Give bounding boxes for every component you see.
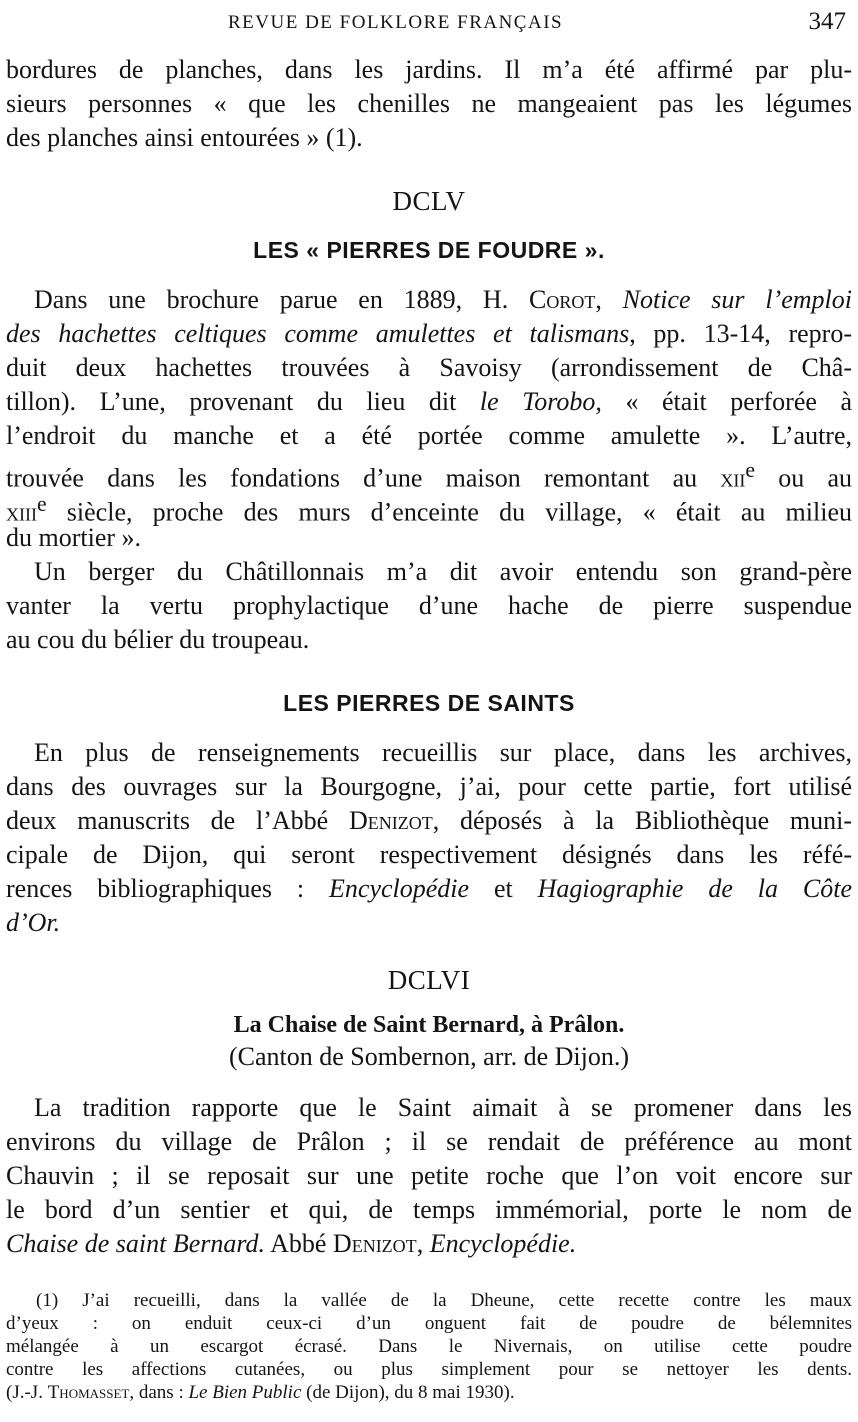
footnote-line: contre les affections cutanées, ou plus simplement pour se nettoyer les dents. xyxy=(6,1359,852,1380)
paragraph-line: Chaise de saint Bernard. Abbé Denizot, Encyclopédie. xyxy=(6,1229,577,1258)
paragraph-line: vanter la vertu prophylactique d’une hache de pierre suspendue xyxy=(6,591,852,620)
paragraph-line: Dans une brochure parue en 1889, H. Corot, Notice sur l’emploi xyxy=(34,285,852,314)
book-title: Notice sur l’emploi xyxy=(622,285,852,314)
paragraph-line: cipale de Dijon, qui seront respectivement désignés dans les réfé- xyxy=(6,840,852,869)
section-title-pierres-de-foudre: LES « PIERRES DE FOUDRE ». xyxy=(253,237,605,263)
manuscript-title: Encyclopédie xyxy=(329,874,470,903)
intro-line-1: bordures de planches, dans les jardins. Il m’a été affirmé par plu- xyxy=(6,55,852,84)
paragraph-line: l’endroit du manche et a été portée comme amulette ». L’autre, xyxy=(6,421,852,450)
footnote-line: mélangée à un escargot écrasé. Dans le Nivernais, on utilise cette poudre xyxy=(6,1336,852,1357)
section-title-pierres-de-saints: LES PIERRES DE SAINTS xyxy=(283,690,575,716)
section-number-dclv: DCLV xyxy=(392,186,466,216)
paragraph-line: En plus de renseignements recueillis sur place, dans les archives, xyxy=(34,738,852,767)
author-name: Corot xyxy=(529,285,596,314)
paragraph-line: xiii$^e$ siècle, proche des murs d’enceinte du village, « était au milieu xyxy=(6,492,852,527)
paragraph-line: duit deux hachettes trouvées à Savoisy (arrondissement de Châ- xyxy=(6,353,852,382)
place-name: le Torobo, xyxy=(479,387,602,416)
newspaper-title: Le Bien Public xyxy=(188,1382,302,1403)
author-name: Thomasset xyxy=(47,1382,130,1403)
paragraph-line: dans des ouvrages sur la Bourgogne, j’ai, pour cette partie, fort utilisé xyxy=(6,772,852,801)
manuscript-title: Hagiographie de la Côte xyxy=(537,874,852,903)
section-title-chaise-saint-bernard: La Chaise de Saint Bernard, à Prâlon. xyxy=(233,1012,625,1038)
section-subtitle: (Canton de Sombernon, arr. de Dijon.) xyxy=(228,1042,630,1071)
paragraph-line: du mortier ». xyxy=(6,523,142,552)
intro-line-3: des planches ainsi entourées » (1). xyxy=(6,123,363,152)
footnote-line: (1) J’ai recueilli, dans la vallée de la Dheune, cette recette contre les maux xyxy=(36,1290,852,1311)
paragraph-line: d’Or. xyxy=(6,908,61,937)
paragraph-line: rences bibliographiques : Encyclopédie et Hagiographie de la Côte xyxy=(6,874,852,903)
page-number: 347 xyxy=(808,8,846,35)
paragraph-line: trouvée dans les fondations d’une maison remontant au xii$^e$ ou au xyxy=(6,458,852,493)
paragraph-line: au cou du bélier du troupeau. xyxy=(6,625,310,654)
paragraph-line: La tradition rapporte que le Saint aimait à se promener dans les xyxy=(34,1093,852,1122)
paragraph-line: des hachettes celtiques comme amulettes et talismans, pp. 13-14, repro- xyxy=(6,319,852,348)
footnote-line: d’yeux : on enduit ceux-ci d’un onguent fait de poudre de bélemnites xyxy=(6,1313,852,1334)
paragraph-line: tillon). L’une, provenant du lieu dit le Torobo, « était perforée à xyxy=(6,387,852,416)
intro-line-2: sieurs personnes « que les chenilles ne mangeaient pas les légumes xyxy=(6,89,852,118)
author-name: Denizot xyxy=(332,1229,417,1258)
section-number-dclvi: DCLVI xyxy=(387,965,471,995)
footnote-line: (J.-J. Thomasset, dans : Le Bien Public (de Dijon), du 8 mai 1930). xyxy=(6,1382,515,1403)
paragraph-line: environs du village de Prâlon ; il se rendait de préférence au mont xyxy=(6,1127,852,1156)
author-name: Denizot xyxy=(348,806,433,835)
journal-title: REVUE DE FOLKLORE FRANÇAIS xyxy=(228,12,564,33)
running-header xyxy=(6,8,852,40)
paragraph-line: le bord d’un sentier et qui, de temps immémorial, porte le nom de xyxy=(6,1195,852,1224)
paragraph-line: deux manuscrits de l’Abbé Denizot, déposés à la Bibliothèque muni- xyxy=(6,806,852,835)
paragraph-line: Un berger du Châtillonnais m’a dit avoir entendu son grand-père xyxy=(34,557,852,586)
paragraph-line: Chauvin ; il se reposait sur une petite roche que l’on voit encore sur xyxy=(6,1161,852,1190)
